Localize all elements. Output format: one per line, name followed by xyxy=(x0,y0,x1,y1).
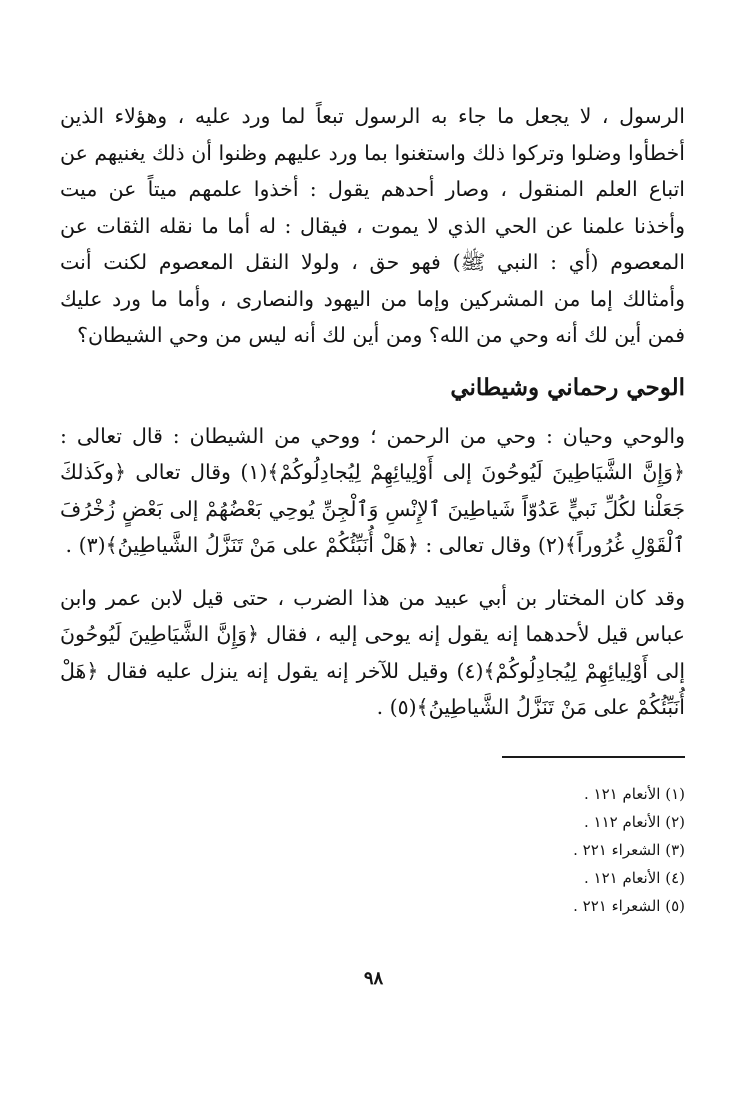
document-page xyxy=(60,98,685,1038)
footnote-2: (٢) الأنعام ١١٢ . xyxy=(583,812,685,831)
footnote-separator-wrap xyxy=(60,756,685,758)
footnote-3: (٣) الشعراء ٢٢١ . xyxy=(573,840,685,859)
body-paragraph-2: والوحي وحيان : وحي من الرحمن ؛ ووحي من الشيطان : قال تعالى : ﴿وَإِنَّ الشَّيَاطِينَ لَيُوحُونَ إلى أَوْلِيائِهِمْ لِيُجادِلُوكُمْ﴾(١) وقال تعالى ﴿وكَذلكَ جَعَلْنا لكُلِّ نَبيٍّ عَدُوّاً شَياطِينَ ٱلإِنْسِ وَٱلْجِنِّ يُوحِي بَعْضُهُمْ إلى بَعْضٍ زُخْرُفَ ٱلْقَوْلِ غُرُوراً﴾(٢) وقال تعالى : ﴿هَلْ أُنَبِّئُكُمْ على مَنْ تَنَزَّلُ الشَّياطِينُ﴾(٣) . xyxy=(60,423,686,557)
body-paragraph-3: وقد كان المختار بن أبي عبيد من هذا الضرب ، حتى قيل لابن عمر وابن عباس قيل لأحدهما إنه يقول إنه يوحى إليه ، فقال ﴿وَإِنَّ الشَّيَاطِينَ لَيُوحُونَ إلى أَوْلِيائِهِمْ لِيُجادِلُوكُمْ﴾(٤) وقيل للآخر إنه يقول إنه ينزل عليه فقال ﴿هَلْ أُنَبِّئُكُمْ على مَنْ تَنَزَّلُ الشَّياطِينُ﴾(٥) . xyxy=(60,585,686,719)
footnote-5: (٥) الشعراء ٢٢١ . xyxy=(573,896,685,915)
footnotes-list xyxy=(60,780,685,920)
footnote-4: (٤) الأنعام ١٢١ . xyxy=(583,868,685,887)
section-heading: الوحي رحماني وشيطاني xyxy=(450,373,685,401)
footnote-separator xyxy=(502,756,685,758)
page-number: ٩٨ xyxy=(363,968,384,989)
body-paragraph-1: الرسول ، لا يجعل ما جاء به الرسول تبعاً لما ورد عليه ، وهؤلاء الذين أخطأوا وضلوا وتركوا ذلك واستغنوا بما ورد عليهم وظنوا أن ذلك يغنيهم عن اتباع العلم المنقول ، وصار أحدهم يقول : أخذوا علمهم ميتاً عن ميت وأخذنا علمنا عن الحي الذي لا يموت ، فيقال : له أما ما نقله الثقات عن المعصوم (أي : النبي ﷺ) فهو حق ، ولولا النقل المعصوم لكنت أنت وأمثالك إما من المشركين وإما من اليهود والنصارى ، وأما ما ورد عليك فمن أين لك أنه وحي من الله؟ ومن أين لك أنه ليس من وحي الشيطان؟ xyxy=(60,104,685,347)
footnote-1: (١) الأنعام ١٢١ . xyxy=(583,784,685,803)
